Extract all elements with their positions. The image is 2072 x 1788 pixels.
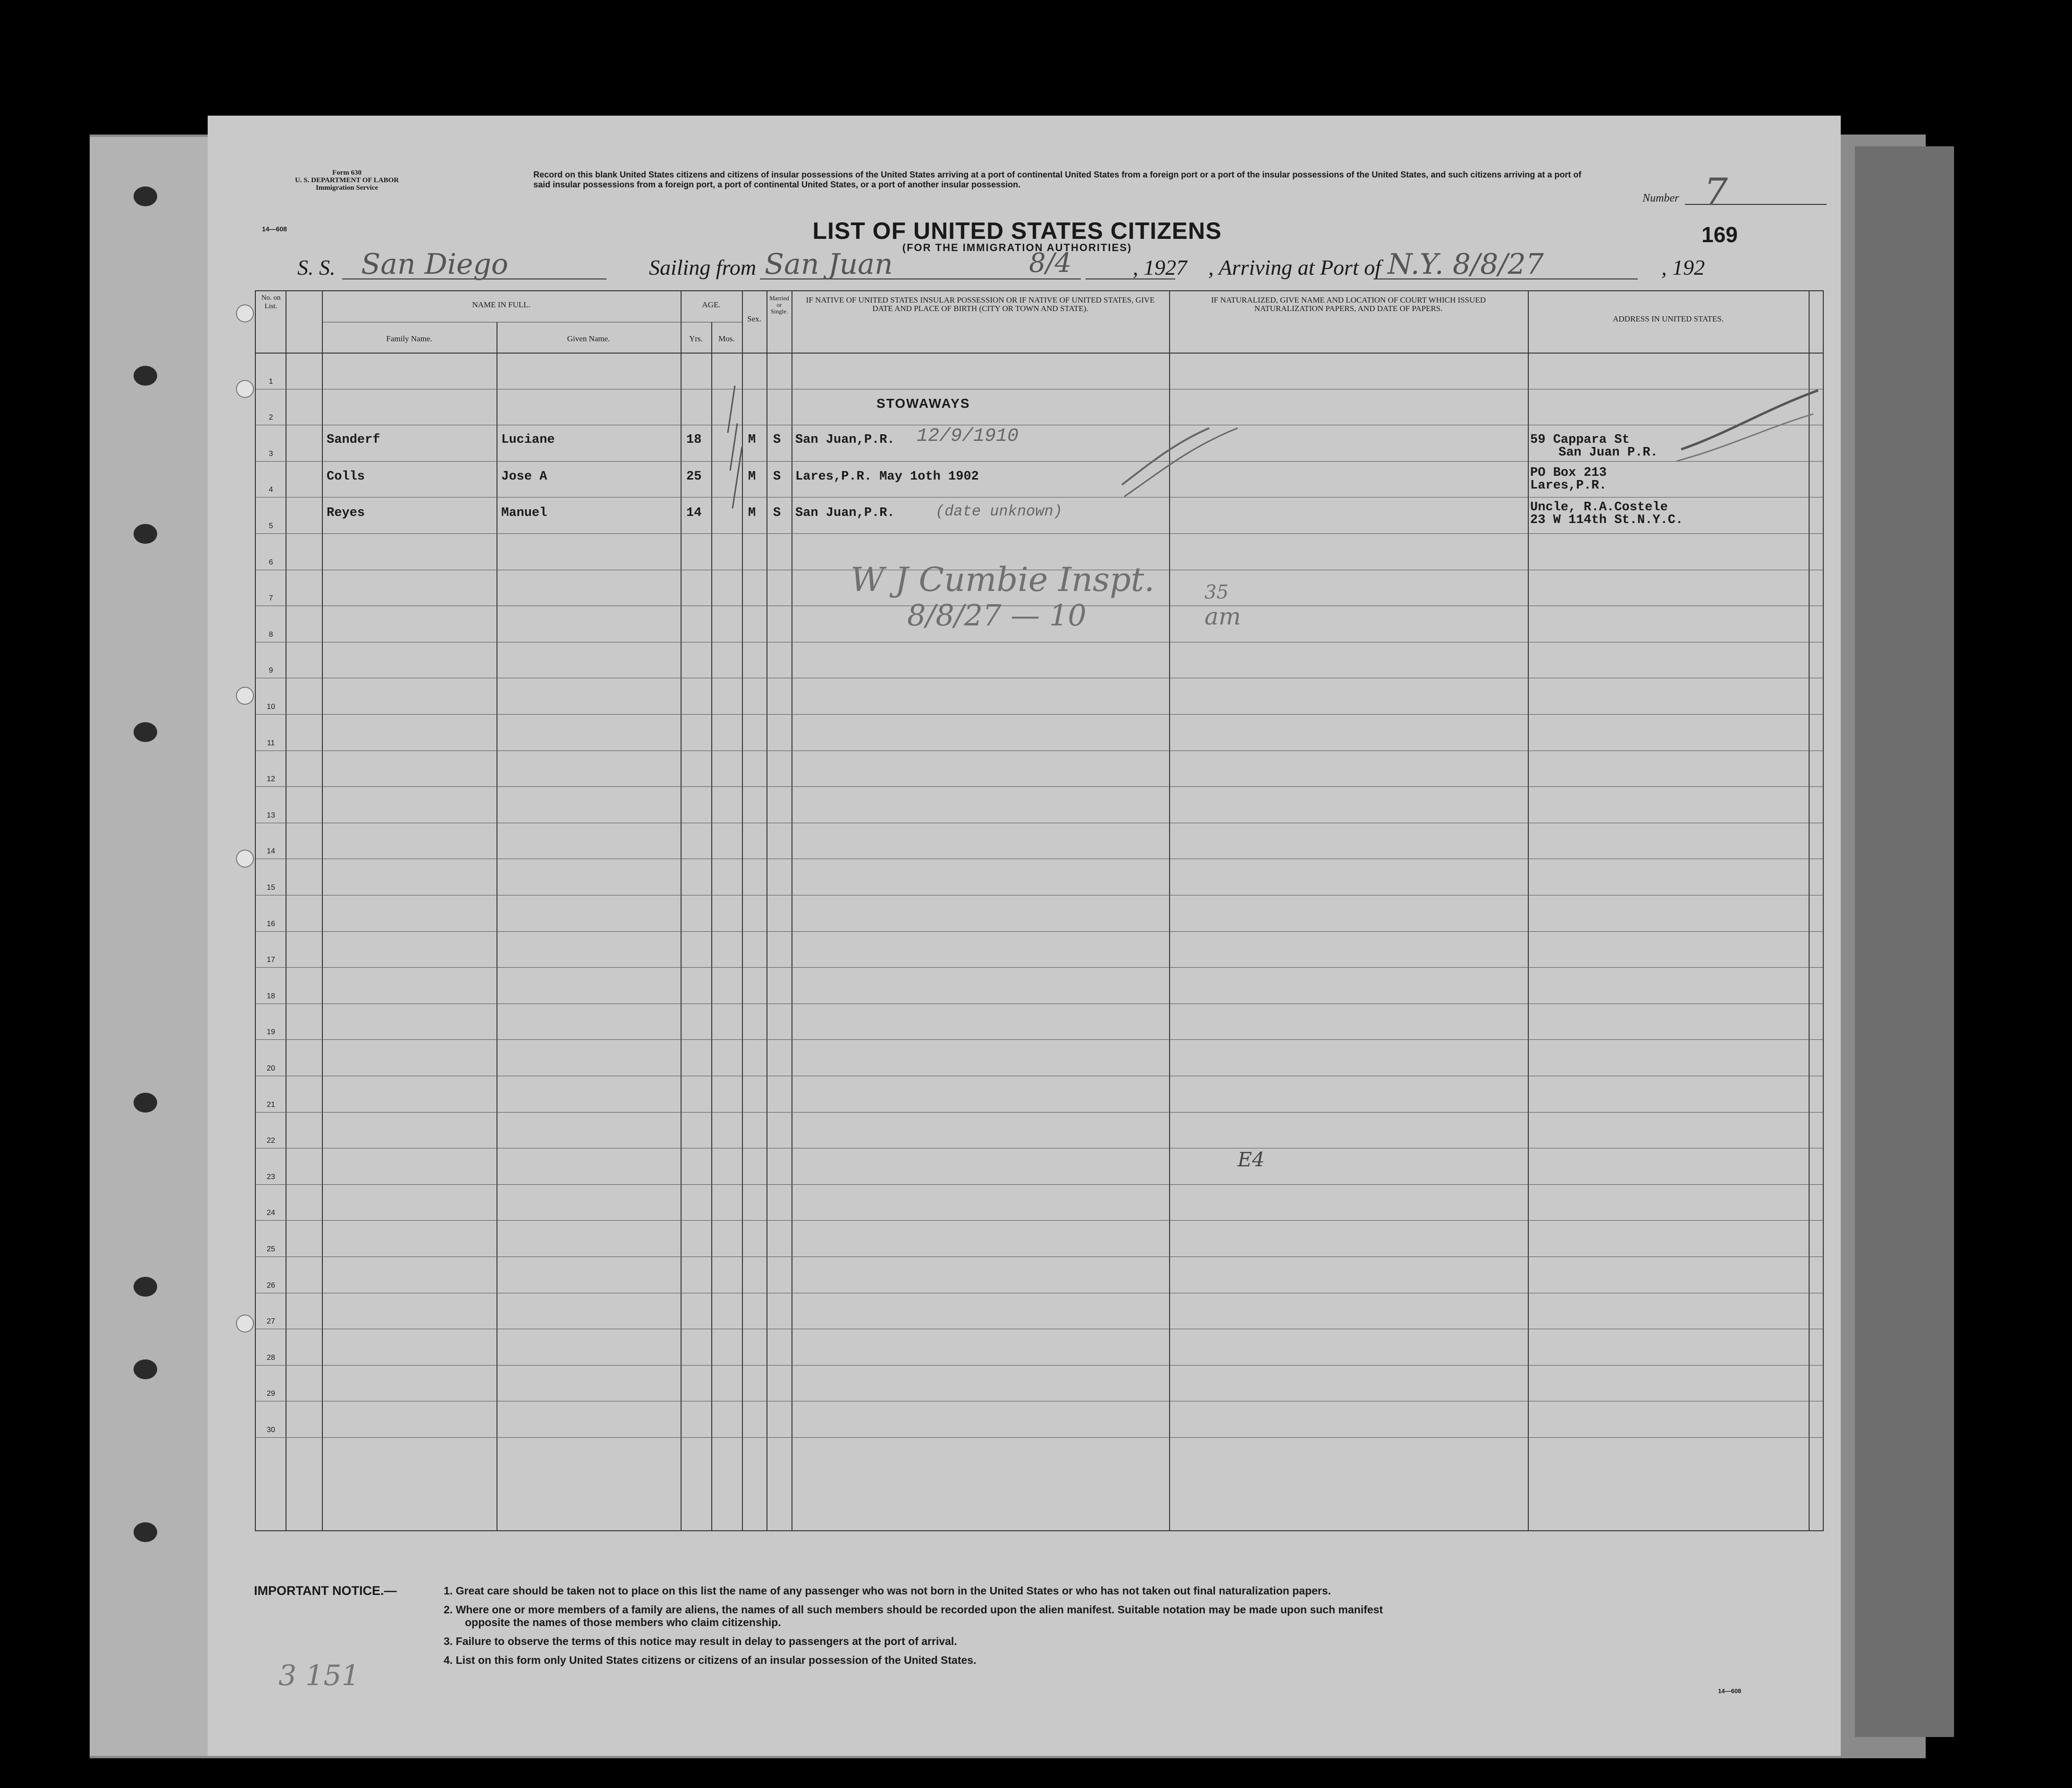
punch-hole [236, 304, 254, 322]
row-number: 1 [269, 377, 273, 386]
inspector-signature: W J Cumbie Inspt. [851, 560, 1155, 599]
row-line [256, 1437, 1823, 1438]
row-number: 6 [269, 558, 273, 566]
address-3-line1: PO Box 213 [1530, 466, 1607, 480]
form-page [208, 116, 1841, 1756]
ship-name: San Diego [361, 248, 508, 281]
punch-hole [236, 1315, 254, 1333]
punch-hole [236, 380, 254, 398]
row-number: 8 [269, 630, 273, 639]
stowaways-label: STOWAWAYS [876, 396, 970, 411]
row-number: 18 [267, 992, 275, 1000]
row-number: 14 [267, 847, 275, 856]
header-mos: Mos. [718, 334, 735, 343]
row-number: 24 [267, 1209, 275, 1217]
birth-3: Lares,P.R. May 1oth 1902 [795, 470, 979, 484]
row-number: 15 [267, 884, 275, 892]
header-age: AGE. [702, 300, 721, 309]
department: U. S. DEPARTMENT OF LABOR [295, 177, 399, 184]
row-line [256, 1220, 1823, 1221]
number-value: 7 [1704, 170, 1728, 214]
notice-heading: IMPORTANT NOTICE.— [254, 1584, 397, 1598]
header-sex: Sex. [747, 314, 761, 323]
notice-item-2: 2. Where one or more members of a family are aliens, the names of all such members should be recorded upon the alien manifest. Suitable notation may be made upon such manifest [444, 1603, 1383, 1616]
instructions: Record on this blank United States citizens and citizens of insular possessions of the United States arriving at a port of continental United States from a foreign port or a port of the insular possessions of the United States, and such citizens arriving at a port of said insular possessions from a foreign port, a port of continental United States, or a port of another insular possession. [533, 170, 1582, 189]
marital-2: S [773, 433, 781, 447]
header-family-name: Family Name. [386, 334, 432, 343]
notice-item-2-cont: opposite the names of those members who claim citizenship. [465, 1616, 781, 1628]
row-number: 28 [267, 1353, 275, 1362]
year-2: , 192 [1661, 255, 1705, 279]
header-birth: IF NATIVE OF UNITED STATES INSULAR POSSESSION OR IF NATIVE OF UNITED STATES, GIVE DATE AND PLACE OF BIRTH (CITY OR TOWN AND STATE). [806, 295, 1155, 313]
number-label: Number [1642, 192, 1679, 204]
row-number: 3 [269, 449, 273, 458]
sailing-label: Sailing from [649, 255, 757, 279]
header-married-single: Married or Single. [769, 295, 789, 315]
row-number: 13 [267, 811, 275, 819]
row-number: 5 [269, 522, 273, 530]
row-number: 27 [267, 1317, 275, 1326]
back-sheet-edge [1855, 146, 1954, 1737]
row-number: 30 [267, 1426, 275, 1434]
punch-hole [236, 850, 254, 868]
form-title: LIST OF UNITED STATES CITIZENS [812, 218, 1222, 244]
row-number: 7 [269, 594, 273, 603]
birth-4: San Juan,P.R. [795, 506, 895, 520]
birth-date-2: 12/9/1910 [917, 426, 1019, 447]
row-line [256, 714, 1823, 715]
sex-4: M [748, 506, 756, 520]
arriving-port: N.Y. 8/8/27 [1388, 248, 1544, 281]
header-no-on-list: No. on List. [261, 294, 281, 310]
age-3: 25 [686, 470, 702, 484]
marital-4: S [773, 506, 781, 520]
sailing-date: 8/4 [1029, 248, 1072, 278]
family-name-2: Sanderf [327, 433, 380, 447]
row-number: 12 [267, 775, 275, 784]
row-line [256, 967, 1823, 968]
row-line [256, 1039, 1823, 1040]
address-2-line2: San Juan P.R. [1558, 446, 1658, 460]
row-number: 23 [267, 1172, 275, 1181]
form-subtitle: (FOR THE IMMIGRATION AUTHORITIES) [902, 242, 1132, 253]
header-address: ADDRESS IN UNITED STATES. [1613, 314, 1724, 323]
citizens-table [255, 290, 1824, 1531]
row-number: 25 [267, 1245, 275, 1253]
notice-item-3: 3. Failure to observe the terms of this notice may result in delay to passengers at the port of arrival. [444, 1635, 957, 1647]
punch-hole [236, 687, 254, 705]
given-name-4: Manuel [501, 506, 547, 520]
sailing-from: San Juan [765, 248, 893, 281]
row-number: 17 [267, 956, 275, 964]
form-code: 14—608 [262, 225, 287, 233]
row-number: 20 [267, 1064, 275, 1072]
address-2-line1: 59 Cappara St [1530, 433, 1630, 447]
notice-item-1: 1. Great care should be taken not to place on this list the name of any passenger who was not born in the United States or who has not taken out final naturalization papers. [444, 1585, 1331, 1597]
service: Immigration Service [315, 184, 379, 192]
bottom-handwriting: 3 151 [278, 1659, 360, 1692]
time-superscript: 35 [1204, 582, 1229, 603]
row-number: 16 [267, 919, 275, 928]
birth-2: San Juan,P.R. [795, 433, 895, 447]
row-number: 19 [267, 1028, 275, 1037]
family-name-4: Reyes [327, 506, 365, 520]
row-number: 9 [269, 666, 273, 675]
row-line [256, 1112, 1823, 1113]
footer-code: 14—608 [1718, 1687, 1742, 1695]
header-given-name: Given Name. [567, 334, 610, 343]
sex-2: M [748, 433, 756, 447]
address-4-line2: 23 W 114th St.N.Y.C. [1530, 513, 1684, 527]
age-4: 14 [686, 506, 702, 520]
header-naturalized: IF NATURALIZED, GIVE NAME AND LOCATION OF COURT WHICH ISSUED NATURALIZATION PAPERS, AND DATE OF PAPERS. [1211, 295, 1486, 313]
age-2: 18 [686, 433, 702, 447]
row-line [256, 1184, 1823, 1185]
row-number: 4 [269, 486, 273, 494]
given-name-3: Jose A [501, 470, 547, 484]
row-number: 21 [267, 1100, 275, 1109]
header-yrs: Yrs. [689, 334, 703, 343]
row-line [256, 931, 1823, 932]
row-line [256, 786, 1823, 787]
pencil-marks [256, 291, 1823, 622]
ss-label: S. S. [297, 255, 336, 279]
row-number: 11 [267, 739, 275, 747]
sex-3: M [748, 470, 756, 484]
row-number: 22 [267, 1137, 275, 1145]
arriving-label: , Arriving at Port of [1208, 255, 1381, 279]
address-4-line1: Uncle, R.A.Costele [1530, 500, 1668, 514]
birth-date-4: (date unknown) [935, 503, 1062, 520]
marital-3: S [773, 470, 781, 484]
row-line [256, 1365, 1823, 1366]
page-number: 169 [1701, 222, 1738, 247]
row-number: 29 [267, 1390, 275, 1398]
time-ampm: am [1204, 603, 1241, 630]
address-3-line2: Lares,P.R. [1530, 479, 1607, 493]
given-name-2: Luciane [501, 433, 555, 447]
form-number: Form 630 [332, 169, 362, 177]
year-1: , 1927 [1133, 255, 1187, 279]
row-number: 10 [267, 703, 275, 711]
header-name-in-full: NAME IN FULL. [472, 300, 531, 309]
notice-item-4: 4. List on this form only United States citizens or citizens of an insular possession of the United States. [444, 1654, 977, 1666]
row-number: 26 [267, 1281, 275, 1290]
inspector-date: 8/8/27 — 10 [907, 598, 1087, 633]
family-name-3: Colls [327, 470, 365, 484]
row-number: 2 [269, 413, 273, 422]
margin-mark: E4 [1238, 1148, 1265, 1171]
form-id-block [276, 169, 418, 192]
